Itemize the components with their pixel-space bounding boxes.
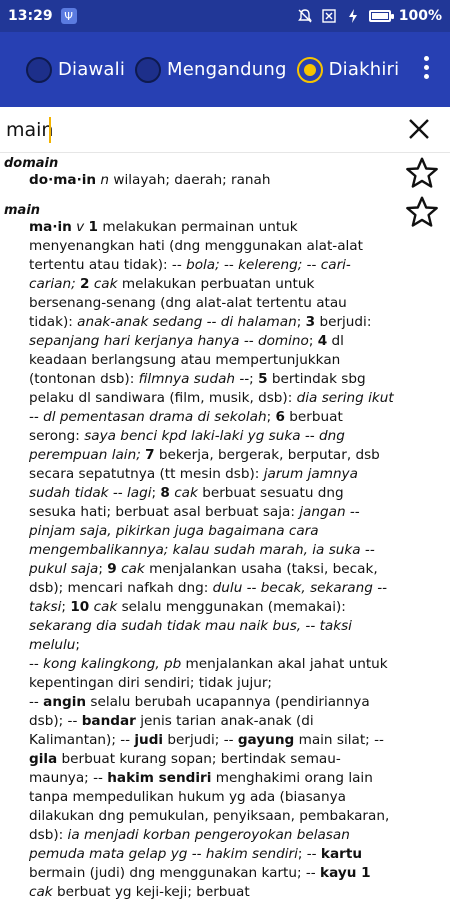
entry-definition: do·ma·in n wilayah; daerah; ranah [29,172,271,188]
battery-percent: 100% [398,8,442,24]
usb-icon: Ψ [61,8,77,24]
entry-main[interactable] [0,200,450,902]
entry-term: main [4,203,41,218]
text-cursor [49,117,51,143]
radio-circle-icon [297,57,323,83]
entry-term: domain [4,156,59,171]
overflow-menu-icon[interactable] [424,56,430,79]
radio-diakhiri[interactable] [297,57,406,83]
status-time: 13:29 [8,8,53,24]
radio-label: Diakhiri [328,59,400,80]
star-bookmark-icon[interactable] [404,194,440,230]
entry-definition: ma·in v 1 melakukan permainan untuk menyenangkan hati (dng menggunakan alat-alat tertentu atau tidak): -- bola; -- kelereng; -- cari-carian; 2 cak melakukan perbuatan untuk bersenang-senang (dng alat-alat tertentu atau tidak): anak-anak sedang -- di halaman; 3 berjudi: sepanjang hari kerjanya hanya -- domino; 4 dl keadaan berlangsung atau mempertunjukkan (tontonan dsb): filmnya sudah --; 5 bertindak sbg pelaku dl sandiwara (film, musik, dsb): dia sering ikut -- dl pementasan drama di sekolah; 6 berbuat serong: saya benci kpd laki-laki yg suka -- dng perempuan lain; 7 bekerja, bergerak, berputar, dsb secara sepatutnya (tt mesin dsb): jarum jamnya sudah tidak -- lagi; 8 cak berbuat sesuatu dng sesuka hati; berbuat asal berbuat saja: jangan -- pinjam saja, pikirkan juga bagaimana cara mengembalikannya; kalau sudah marah, ia suka -- pukul saja; 9 cak menjalankan usaha (taksi, becak, dsb); mencari nafkah dng: dulu -- becak, sekarang -- taksi; 10 cak selalu menggunakan (memakai): sekarang dia sudah tidak mau naik bus, -- taksi melulu; -- kong kalingkong, pb menjalankan akal jahat untuk kepentingan diri sendiri; tidak jujur; -- angin selalu berubah ucapannya (pendiriannya dsb); -- bandar jenis tarian anak-anak (di Kalimantan); -- judi berjudi; -- gayung main silat; -- gila berbuat kurang sopan; bertindak semau-maunya; -- hakim sendiri menghakimi orang lain tanpa mempedulikan hukum yg ada (biasanya dilakukan dng pemukulan, penyiksaan, pembakaran, dsb): ia menjadi korban pengeroyokan belasan pemuda mata gelap yg -- hakim sendiri; -- kartu bermain (judi) dng menggunakan kartu; -- kayu 1 cak berbuat yg keji-keji; berbuat [29,219,394,900]
notifications-off-icon [297,8,313,24]
radio-circle-icon [135,57,161,83]
status-icons [297,8,442,24]
entry-domain[interactable] [0,153,450,190]
radio-label: Mengandung [167,59,287,80]
search-mode-toolbar [0,32,450,107]
radio-diawali[interactable] [26,57,131,83]
status-bar [0,0,450,32]
close-icon [406,116,432,142]
star-bookmark-icon[interactable] [404,155,440,191]
charging-icon [345,8,361,24]
radio-circle-icon [26,57,52,83]
battery-icon [369,10,391,22]
radio-mengandung[interactable] [135,57,293,83]
search-input[interactable] [6,113,396,147]
radio-label: Diawali [58,59,126,80]
search-bar [0,107,450,153]
sim-blocked-icon [321,8,337,24]
clear-search-button[interactable] [406,116,432,142]
results-list[interactable] [0,153,450,900]
